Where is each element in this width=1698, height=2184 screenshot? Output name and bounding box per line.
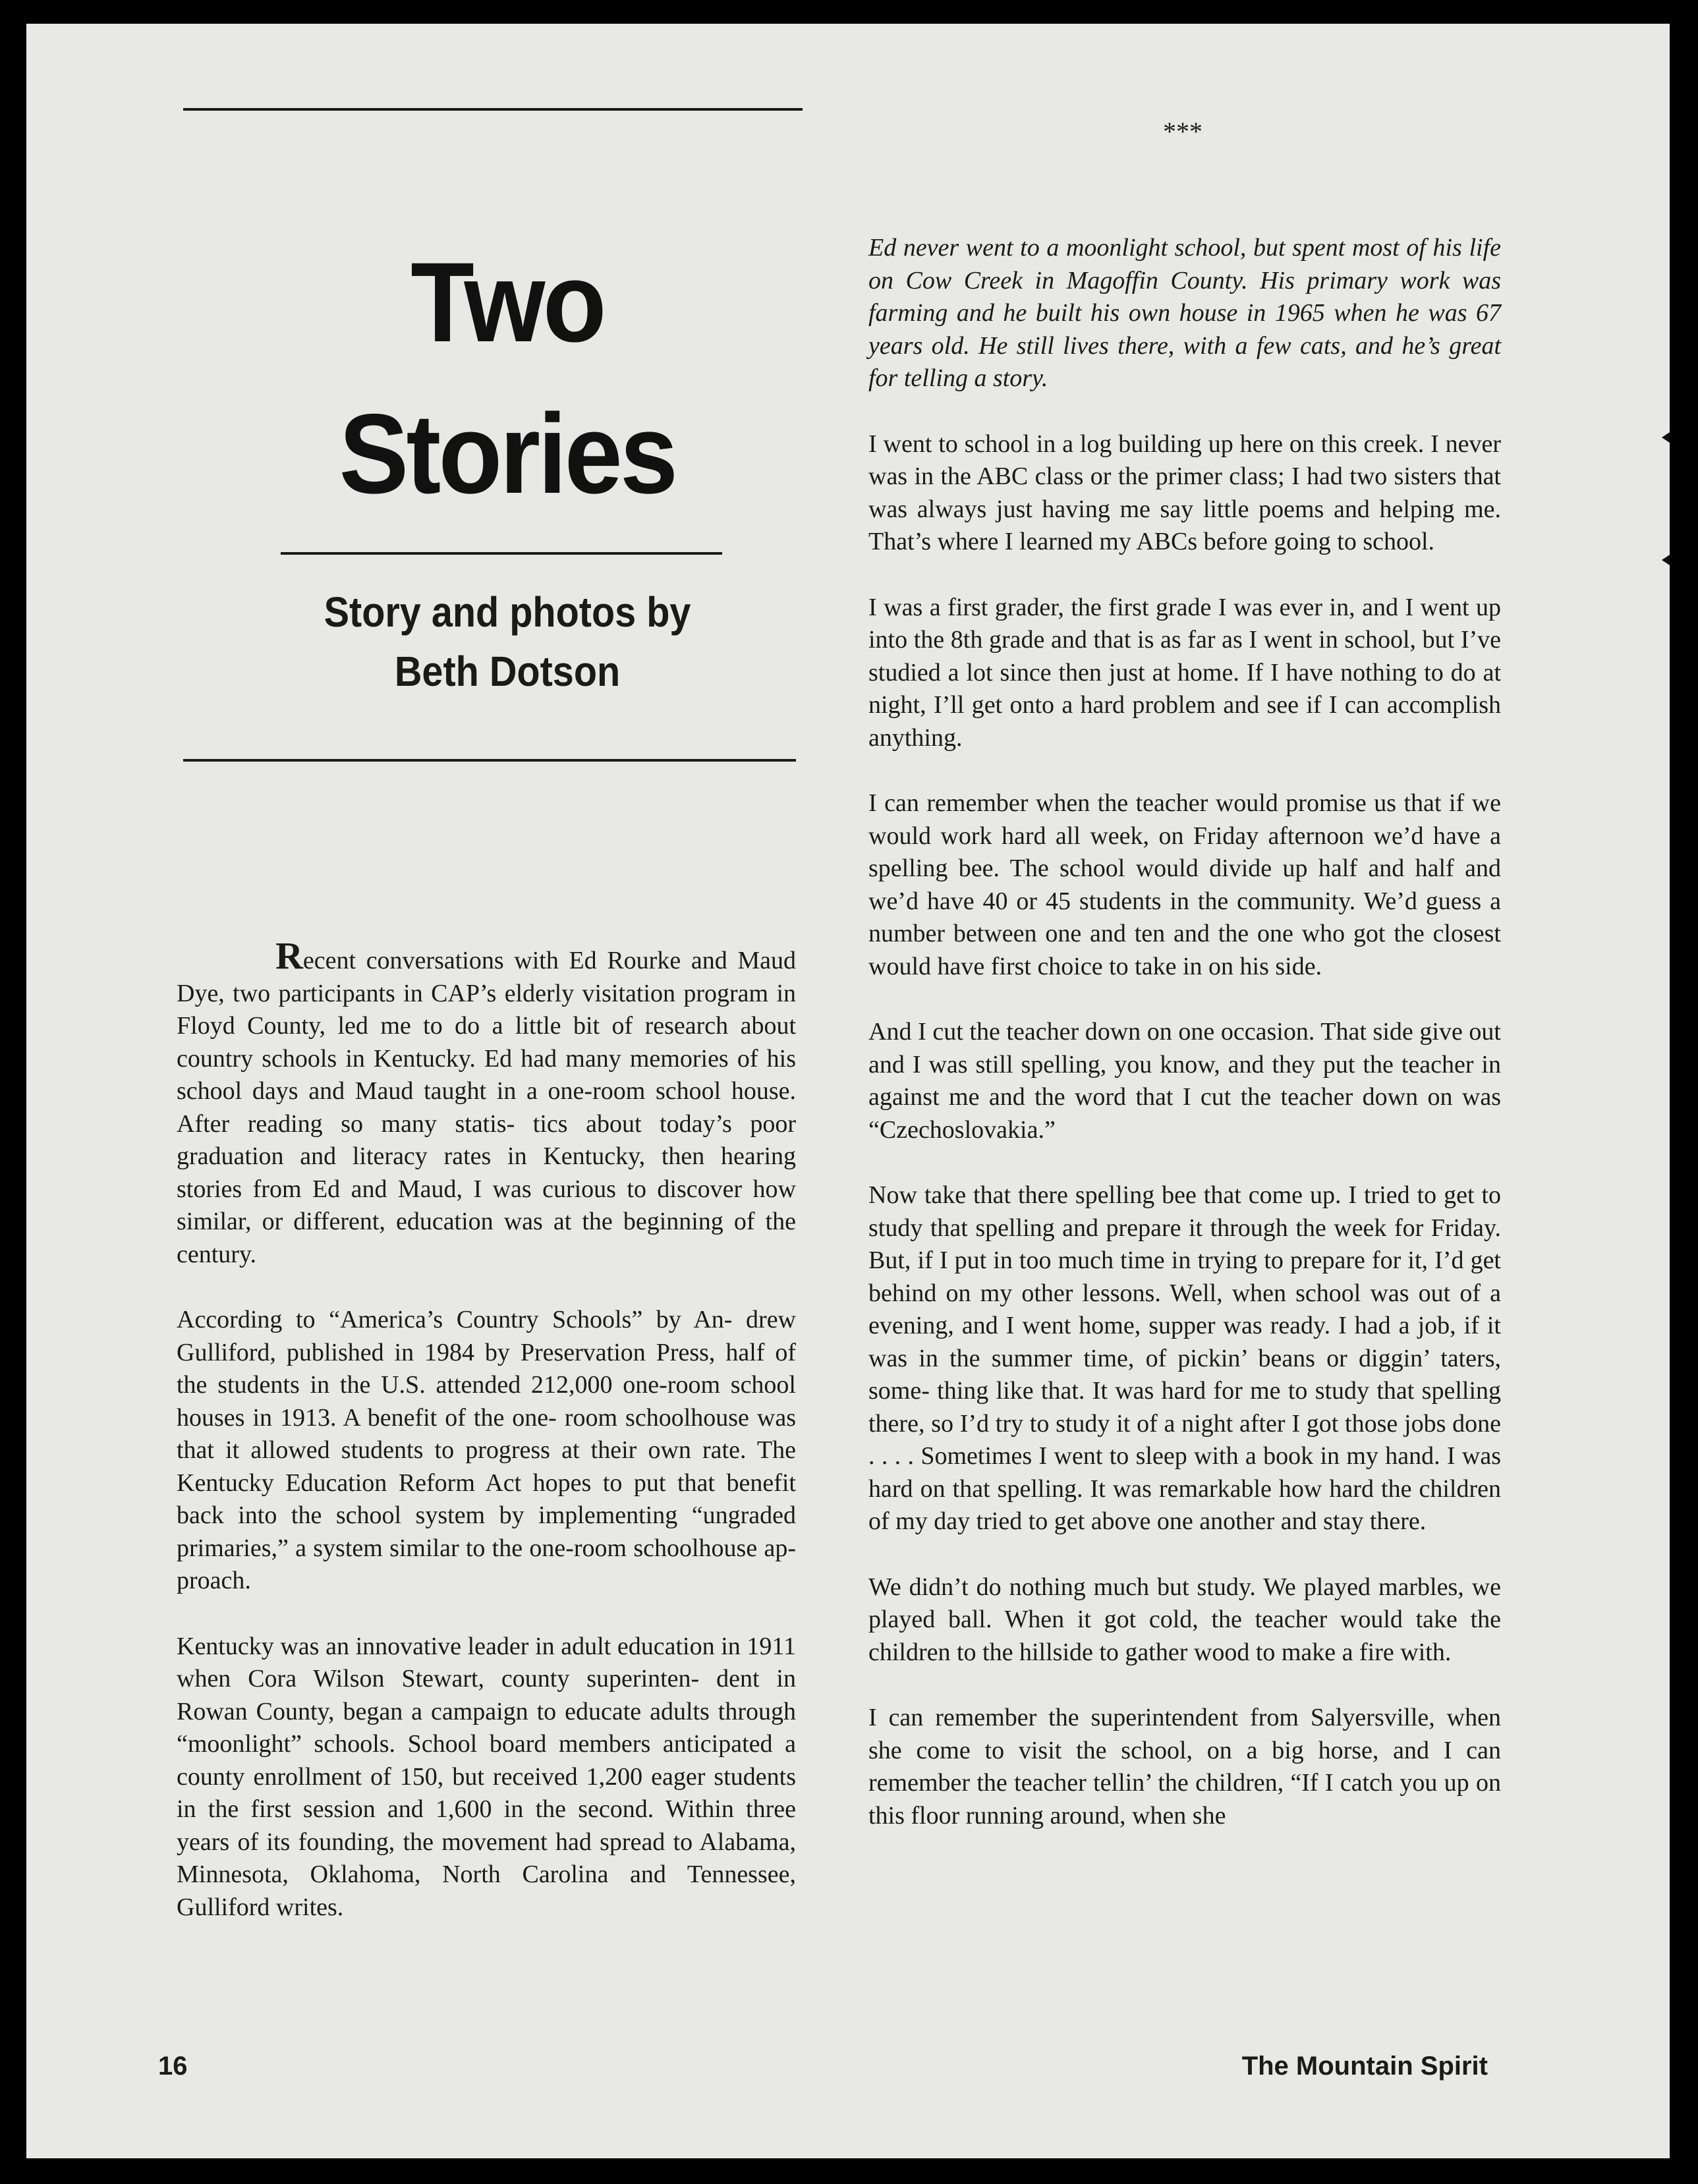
publication-name: The Mountain Spirit xyxy=(1241,2052,1488,2081)
intro-paragraph: Ed never went to a moonlight school, but spent most of his life on Cow Creek in Magoffin County. His primary work was farming and he built his own house in 1965 when he was 67 years old. He still lives there, with a few cats, and he’s great for telling a story. xyxy=(868,234,1501,392)
headline-line-2: Stories xyxy=(339,391,676,517)
right-paragraph-5: Now take that there spelling bee that come up. I tried to get to study that spelling and prepare it through the week for Friday. But, if I put in too much time in trying to prepare for it, I’d get behind on my other lessons. Well, when school was out of a evening, and I went home, supper was ready. I had a job, if it was in the summer time, of pickin’ beans or diggin’ taters, some- thing like that. It was hard for me to study that spelling there, so I’d try to study it of a night after I got those jobs done . . . . Sometimes I went to sleep with a book in my hand. I was hard on that spelling. It was remarkable how hard the children of my day tried to get above one another and stay there. xyxy=(868,1181,1501,1535)
right-paragraph-6: We didn’t do nothing much but study. We played marbles, we played ball. When it got cold, the teacher would take the children to the hillside to gather wood to make a fire with. xyxy=(868,1573,1501,1666)
byline xyxy=(270,582,745,701)
headline-line-1: Two xyxy=(410,239,604,366)
headline xyxy=(235,227,780,530)
right-paragraph-3: I can remember when the teacher would promise us that if we would work hard all week, on Friday afternoon we’d have a spelling bee. The school would divide up half and half and we’d have 40 or 45 students in the community. We’d guess a number between one and ten and the one who got the closest would have first choice to take in on his side. xyxy=(868,789,1501,980)
headline-divider xyxy=(281,552,722,555)
left-column xyxy=(177,934,796,1957)
left-paragraph-2: According to “America’s Country Schools” by An- drew Gulliford, published in 1984 by Preservation Press, half of the students in the U.S. attended 212,000 one-room school houses in 1913. A benefit of the one- room schoolhouse was that it allowed students to progress at their own rate. The Kentucky Education Reform Act hopes to put that benefit back into the school system by implementing “ungraded primaries,” a system similar to the one-room schoolhouse ap- proach. xyxy=(177,1306,796,1594)
left-paragraph-3: Kentucky was an innovative leader in adult education in 1911 when Cora Wilson Stewart, county superinten- dent in Rowan County, began a campaign to educate adults through “moonlight” schools. School board members anticipated a county enrollment of 150, but received 1,200 eager students in the first session and 1,600 in the second. Within three years of its founding, the movement had spread to Alabama, Minnesota, Oklahoma, North Carolina and Tennessee, Gulliford writes. xyxy=(177,1632,796,1921)
left-paragraph-1: Recent conversations with Ed Rourke and Maud Dye, two participants in CAP’s elderly visitation program in Floyd County, led me to do a little bit of research about country schools in Kentucky. Ed had many memories of his school days and Maud taught in a one-room school house. After reading so many statis- tics about today’s poor graduation and literacy rates in Kentucky, then hearing stories from Ed and Maud, I was curious to discover how similar, or different, education was at the beginning of the century. xyxy=(177,934,796,1268)
magazine-page xyxy=(26,24,1670,2158)
page-number: 16 xyxy=(158,2052,188,2081)
top-left-rule xyxy=(183,108,803,111)
byline-line-1: Story and photos by xyxy=(324,588,691,636)
binding-mark-icon xyxy=(1662,432,1670,443)
right-paragraph-1: I went to school in a log building up here on this creek. I never was in the ABC class or the primer class; I had two sisters that was always just having me say little poems and helping me. That’s where I learned my ABCs before going to school. xyxy=(868,430,1501,555)
right-paragraph-2: I was a first grader, the first grade I was ever in, and I went up into the 8th grade and that is as far as I went in school, but I’ve studied a lot since then just at home. If I have nothing to do at night, I’ll get onto a hard problem and see if I can accomplish anything. xyxy=(868,593,1501,752)
byline-divider xyxy=(183,759,796,762)
right-column xyxy=(868,232,1501,1865)
right-paragraph-4: And I cut the teacher down on one occasion. That side give out and I was still spelling, you know, and they put the teacher in against me and the word that I cut the teacher down on was “Czechoslovakia.” xyxy=(868,1018,1501,1144)
drop-cap: R xyxy=(275,934,303,977)
section-ornament: *** xyxy=(1163,117,1203,146)
byline-line-2: Beth Dotson xyxy=(394,648,621,695)
right-paragraph-7: I can remember the superintendent from Salyersville, when she come to visit the school, on a big horse, and I can remember the teacher tellin’ the children, “If I catch you up on this floor running around, when she xyxy=(868,1704,1501,1830)
binding-mark-icon xyxy=(1662,555,1670,565)
